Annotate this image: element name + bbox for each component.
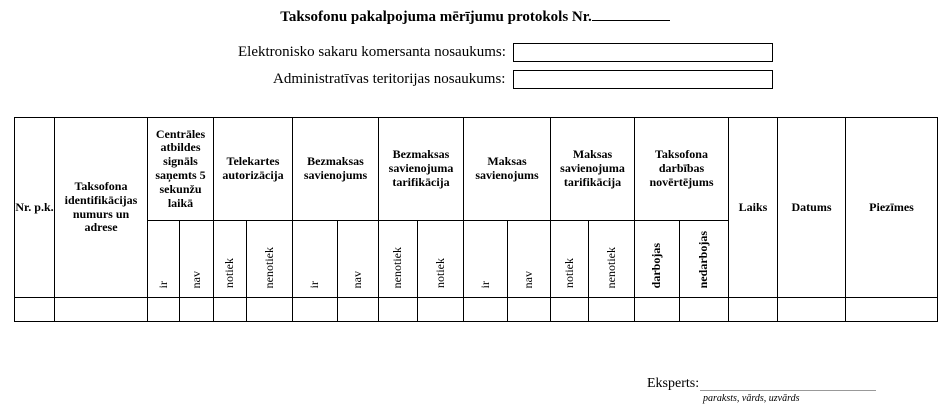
- table-cell[interactable]: [214, 298, 247, 322]
- table-cell[interactable]: [379, 298, 418, 322]
- subcol-central-no: nav: [180, 221, 214, 298]
- table-row: [15, 298, 938, 322]
- subcol-free-tariff-happens: notiek: [418, 221, 464, 298]
- col-header-date: Datums: [778, 118, 846, 298]
- signature-line[interactable]: [700, 390, 876, 391]
- col-header-paid-call: Maksas savienojums: [464, 118, 551, 221]
- table-cell[interactable]: [180, 298, 214, 322]
- col-header-rating: Taksofona darbības novērtējums: [635, 118, 729, 221]
- subcol-free-call-no: nav: [338, 221, 379, 298]
- table-cell[interactable]: [680, 298, 729, 322]
- title-text: Taksofonu pakalpojuma mērījumu protokols Nr.: [280, 9, 592, 25]
- signature-caption: paraksts, vārds, uzvārds: [703, 393, 800, 404]
- subcol-rating-not-works: nedarbojas: [680, 221, 729, 298]
- operator-name-label: Elektronisko sakaru komersanta nosaukums:: [238, 44, 506, 60]
- subcol-card-not-happens: nenotiek: [247, 221, 293, 298]
- subcol-paid-call-no: nav: [508, 221, 551, 298]
- table-cell[interactable]: [846, 298, 938, 322]
- table-cell[interactable]: [338, 298, 379, 322]
- table-cell[interactable]: [55, 298, 148, 322]
- subcol-paid-call-yes: ir: [464, 221, 508, 298]
- subcol-paid-tariff-happens: notiek: [551, 221, 589, 298]
- territory-name-label: Administratīvas teritorijas nosaukums:: [273, 71, 506, 87]
- table-cell[interactable]: [635, 298, 680, 322]
- expert-label: Eksperts:: [647, 376, 700, 391]
- measurement-table: [14, 117, 938, 322]
- subcol-card-happens: notiek: [214, 221, 247, 298]
- operator-name-field[interactable]: [513, 43, 773, 62]
- col-header-card: Telekartes autorizācija: [214, 118, 293, 221]
- col-header-paid-tariff: Maksas savienojuma tarifikācija: [551, 118, 635, 221]
- col-header-nr: Nr. p.k.: [15, 118, 55, 298]
- subcol-free-call-yes: ir: [293, 221, 338, 298]
- table-cell[interactable]: [508, 298, 551, 322]
- subcol-paid-tariff-not-happens: nenotiek: [589, 221, 635, 298]
- table-cell[interactable]: [293, 298, 338, 322]
- col-header-free-call: Bezmaksas savienojums: [293, 118, 379, 221]
- table-cell[interactable]: [589, 298, 635, 322]
- table-cell[interactable]: [778, 298, 846, 322]
- subcol-central-yes: ir: [148, 221, 180, 298]
- table-cell[interactable]: [551, 298, 589, 322]
- protocol-number-blank[interactable]: [592, 8, 670, 21]
- territory-name-field[interactable]: [513, 70, 773, 89]
- table-cell[interactable]: [148, 298, 180, 322]
- col-header-time: Laiks: [729, 118, 778, 298]
- table-cell[interactable]: [247, 298, 293, 322]
- col-header-id: Taksofona identifikācijas numurs un adrese: [55, 118, 148, 298]
- col-header-free-tariff: Bezmaksas savienojuma tarifikācija: [379, 118, 464, 221]
- subcol-rating-works: darbojas: [635, 221, 680, 298]
- col-header-central: Centrāles atbildes signāls saņemts 5 sekunžu laikā: [148, 118, 214, 221]
- subcol-free-tariff-not-happens: nenotiek: [379, 221, 418, 298]
- table-cell[interactable]: [729, 298, 778, 322]
- page-title: [0, 8, 950, 26]
- table-cell[interactable]: [15, 298, 55, 322]
- table-cell[interactable]: [418, 298, 464, 322]
- col-header-notes: Piezīmes: [846, 118, 938, 298]
- table-cell[interactable]: [464, 298, 508, 322]
